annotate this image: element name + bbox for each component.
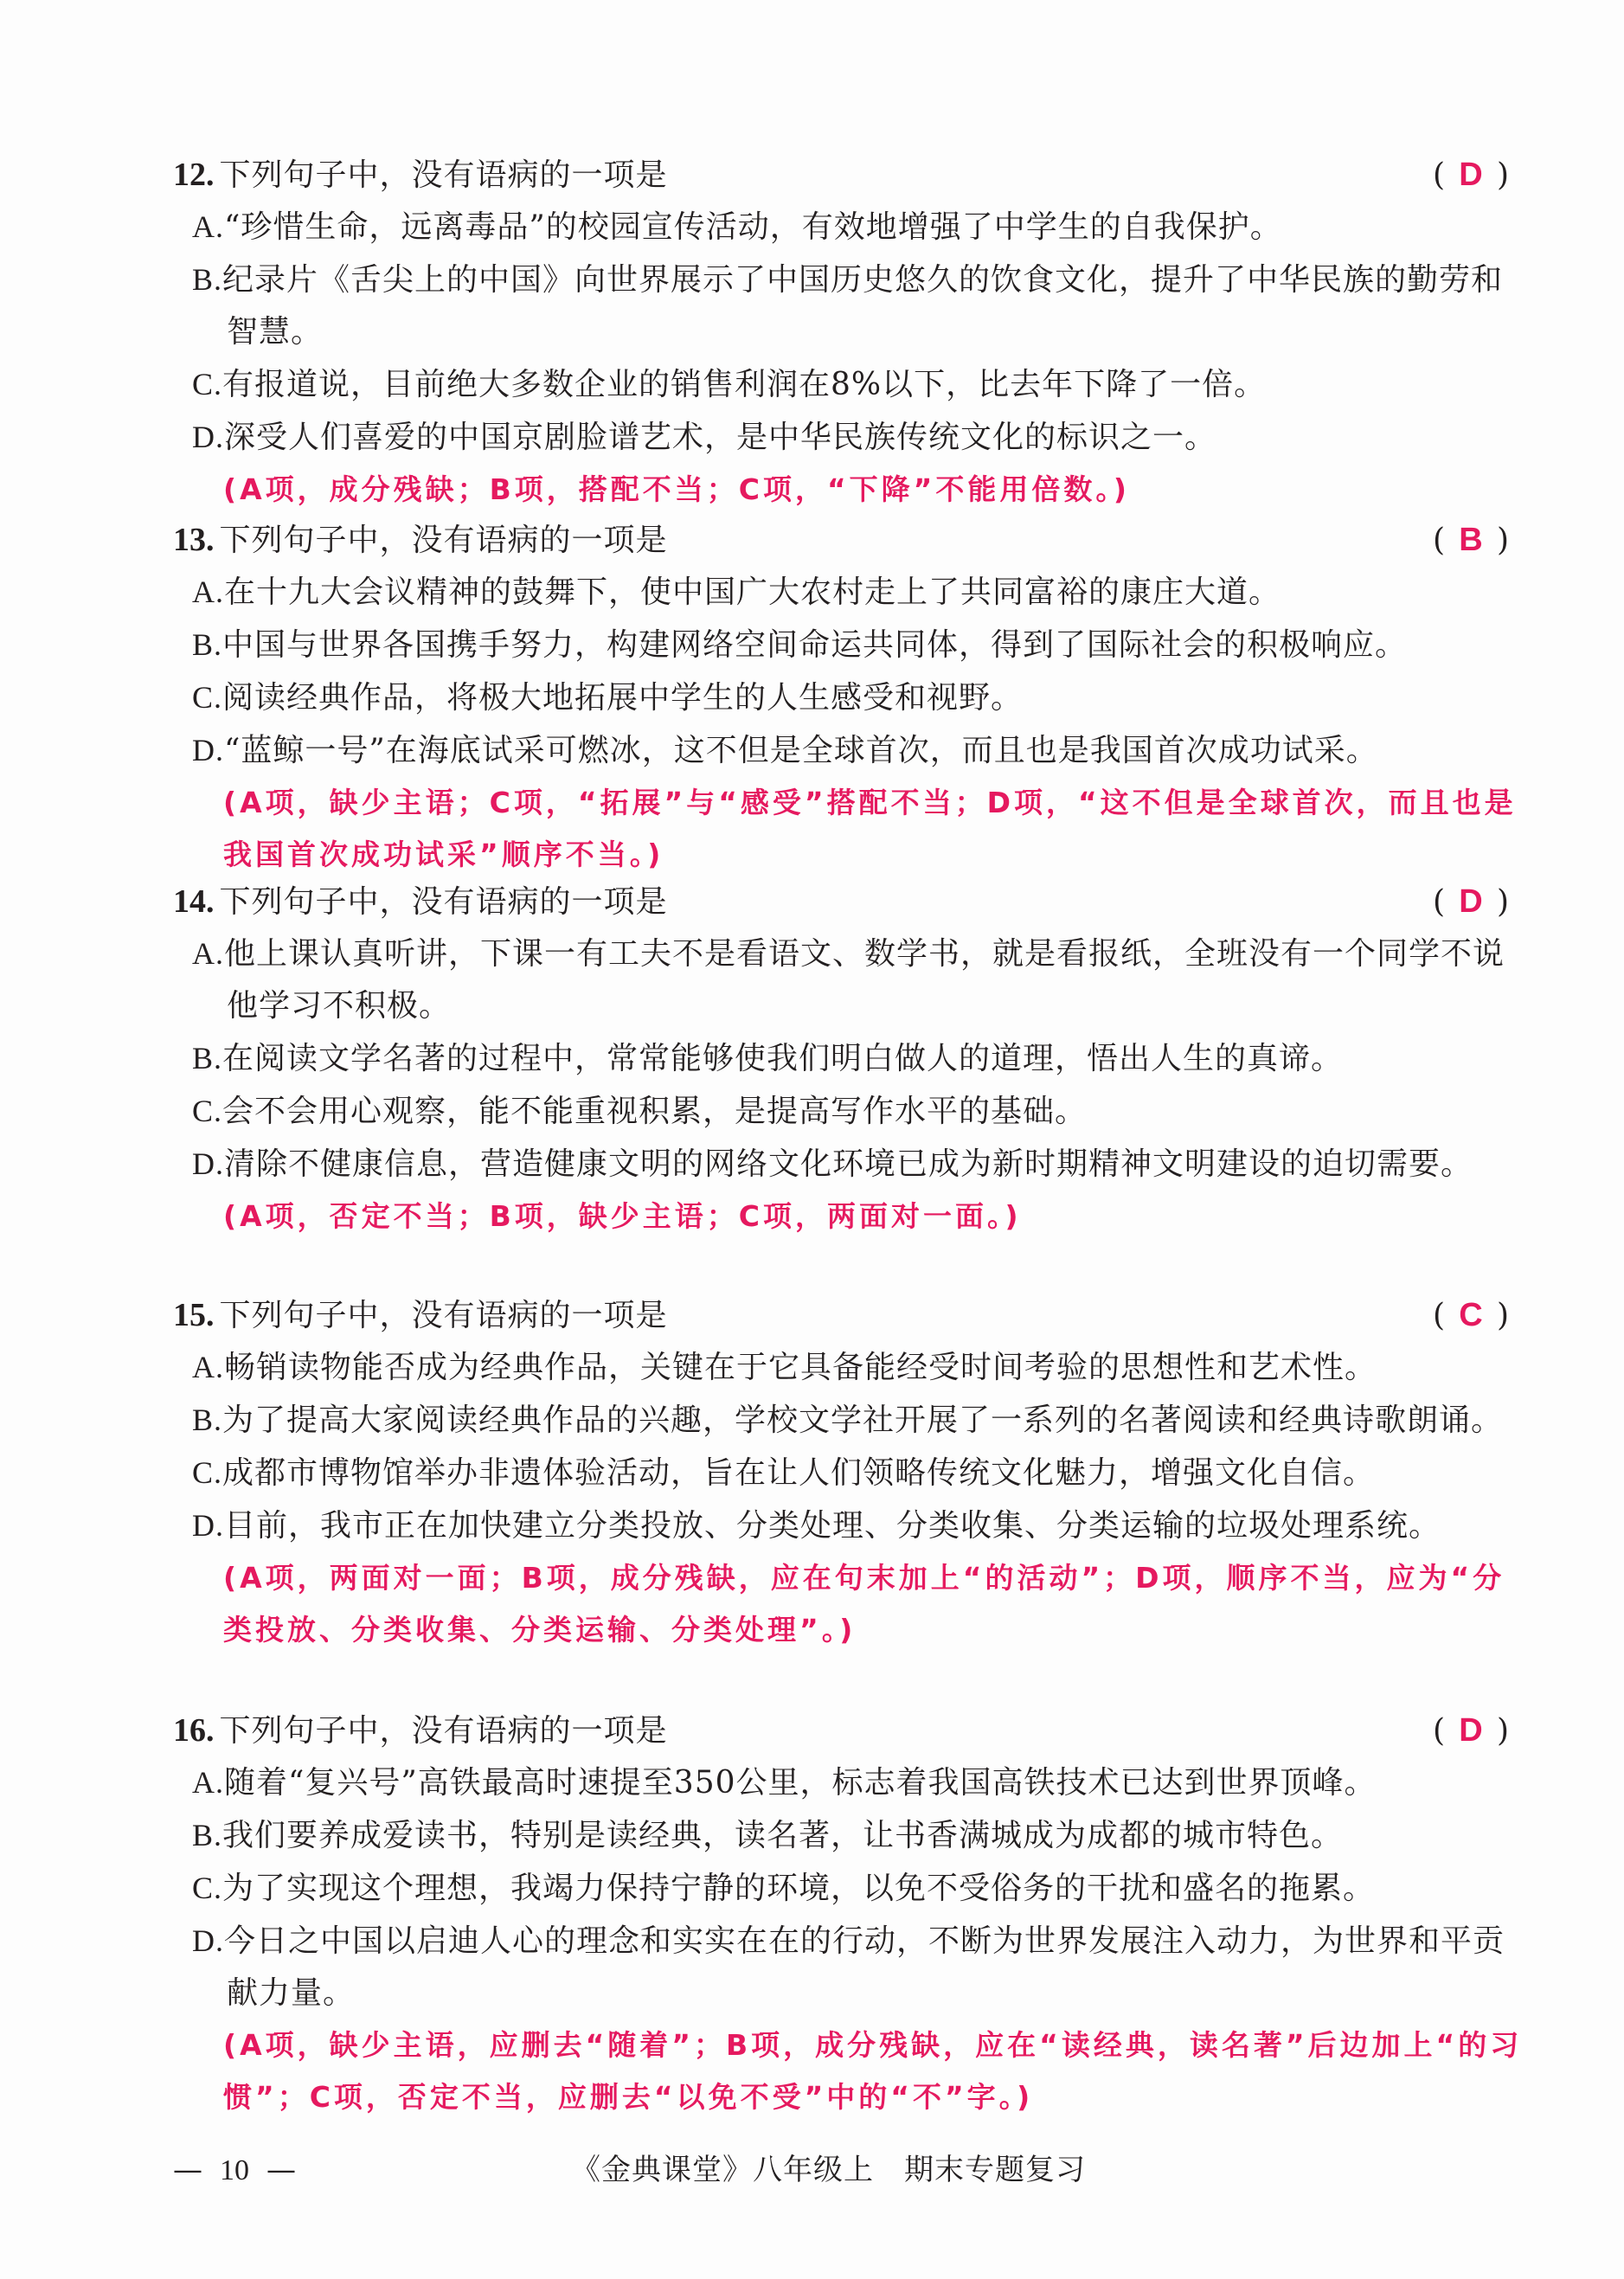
question-16 (173, 1704, 1523, 2123)
question-header (173, 514, 1523, 566)
option-b: B.纪录片《舌尖上的中国》向世界展示了中国历史悠久的饮食文化，提升了中华民族的勤劳和智慧。 (192, 262, 1504, 350)
answer-letter: D (1459, 157, 1483, 193)
option-d: D.清除不健康信息，营造健康文明的网络文化环境已成为新时期精神文明建设的迫切需要。 (192, 1146, 1473, 1182)
answer-bracket: ( C ) (1419, 1289, 1523, 1342)
question-number: 12. (173, 157, 215, 193)
page-footer (173, 2144, 1523, 2196)
option-b: B.我们要养成爱读书，特别是读经典，读名著，让书香满城成为成都的城市特色。 (192, 1818, 1344, 1853)
question-number: 13. (173, 522, 215, 558)
option-c: C.会不会用心观察，能不能重视积累，是提高写作水平的基础。 (192, 1094, 1088, 1129)
option-c: C.为了实现这个理想，我竭力保持宁静的环境，以免不受俗务的干扰和盛名的拖累。 (192, 1871, 1376, 1906)
question-header (173, 149, 1523, 201)
answer-letter: B (1459, 522, 1483, 558)
option-b: B.为了提高大家阅读经典作品的兴趣，学校文学社开展了一系列的名著阅读和经典诗歌朗诵。 (192, 1403, 1504, 1438)
answer-bracket: ( D ) (1419, 149, 1523, 202)
question-header (173, 1704, 1523, 1756)
option-b: B.在阅读文学名著的过程中，常常能够使我们明白做人的道理，悟出人生的真谛。 (192, 1041, 1344, 1076)
question-header (173, 876, 1523, 928)
answer-explanation: (A项，缺少主语，应删去“随着”；B项，成分残缺，应在“读经典，读名著”后边加上“的习惯”；C项，否定不当，应删去“以免不受”中的“不”字。) (223, 2028, 1523, 2114)
question-stem: 下列句子中，没有语病的一项是 (219, 1298, 668, 1333)
question-number: 14. (173, 883, 215, 920)
page-number: — 10 — (173, 2153, 296, 2187)
answer-explanation: (A项，成分残缺；B项，搭配不当；C项，“下降”不能用倍数。) (223, 472, 1130, 506)
question-14 (173, 876, 1523, 1242)
answer-explanation: (A项，缺少主语；C项，“拓展”与“感受”搭配不当；D项，“这不但是全球首次，而且也是我国首次成功试采”顺序不当。) (223, 786, 1517, 871)
question-15 (173, 1289, 1523, 1656)
option-c: C.阅读经典作品，将极大地拓展中学生的人生感受和视野。 (192, 680, 1024, 716)
question-stem: 下列句子中，没有语病的一项是 (219, 523, 668, 558)
book-title: 《金典课堂》八年级上 期末专题复习 (571, 2153, 1086, 2187)
answer-letter: D (1459, 1712, 1483, 1749)
question-header (173, 1289, 1523, 1341)
answer-bracket: ( B ) (1419, 514, 1523, 567)
option-a: A.在十九大会议精神的鼓舞下，使中国广大农村走上了共同富裕的康庄大道。 (192, 575, 1281, 610)
question-stem: 下列句子中，没有语病的一项是 (219, 1713, 668, 1749)
question-stem: 下列句子中，没有语病的一项是 (219, 157, 668, 193)
option-d: D.深受人们喜爱的中国京剧脸谱艺术，是中华民族传统文化的标识之一。 (192, 420, 1217, 455)
answer-letter: C (1459, 1297, 1483, 1333)
answer-bracket: ( D ) (1419, 1704, 1523, 1757)
question-13 (173, 514, 1523, 881)
question-number: 15. (173, 1297, 215, 1333)
question-stem: 下列句子中，没有语病的一项是 (219, 884, 668, 920)
answer-bracket: ( D ) (1419, 876, 1523, 928)
option-a: A.他上课认真听讲，下课一有工夫不是看语文、数学书，就是看报纸，全班没有一个同学不说他学习不积极。 (192, 936, 1505, 1024)
option-a: A.畅销读物能否成为经典作品，关键在于它具备能经受时间考验的思想性和艺术性。 (192, 1350, 1377, 1385)
option-a: A.“珍惜生命，远离毒品”的校园宣传活动，有效地增强了中学生的自我保护。 (192, 209, 1282, 245)
answer-explanation: (A项，否定不当；B项，缺少主语；C项，两面对一面。) (223, 1199, 1022, 1233)
option-c: C.成都市博物馆举办非遗体验活动，旨在让人们领略传统文化魅力，增强文化自信。 (192, 1455, 1376, 1491)
answer-explanation: (A项，两面对一面；B项，成分残缺，应在句末加上“的活动”；D项，顺序不当，应为“分类投放、分类收集、分类运输、分类处理”。) (223, 1561, 1505, 1647)
option-d: D.今日之中国以启迪人心的理念和实实在在的行动，不断为世界发展注入动力，为世界和平贡献力量。 (192, 1923, 1505, 2011)
question-number: 16. (173, 1712, 215, 1749)
option-a: A.随着“复兴号”高铁最高时速提至350公里，标志着我国高铁技术已达到世界顶峰。 (192, 1765, 1377, 1801)
option-d: D.目前，我市正在加快建立分类投放、分类处理、分类收集、分类运输的垃圾处理系统。 (192, 1508, 1441, 1544)
answer-letter: D (1459, 883, 1483, 920)
option-c: C.有报道说，目前绝大多数企业的销售利润在8%以下，比去年下降了一倍。 (192, 367, 1267, 402)
option-b: B.中国与世界各国携手努力，构建网络空间命运共同体，得到了国际社会的积极响应。 (192, 627, 1408, 663)
option-d: D.“蓝鲸一号”在海底试采可燃冰，这不但是全球首次，而且也是我国首次成功试采。 (192, 733, 1378, 768)
question-12 (173, 149, 1523, 516)
